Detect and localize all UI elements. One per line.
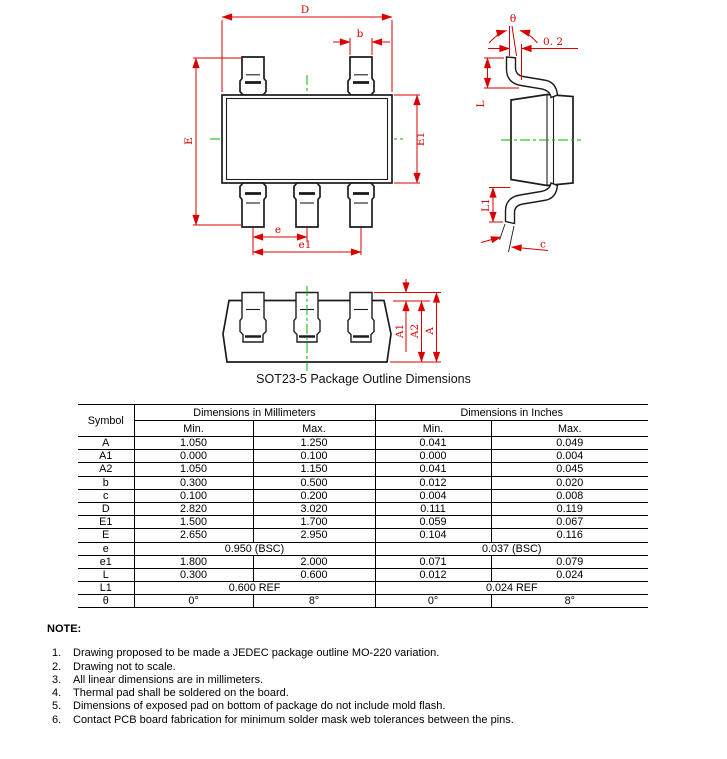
symbol-cell: E: [78, 529, 134, 542]
header-mm-min: Min.: [134, 421, 253, 437]
value-cell: 0.600: [253, 568, 375, 581]
symbol-cell: b: [78, 476, 134, 489]
value-cell: 0.045: [491, 463, 648, 476]
value-cell: 0.008: [491, 489, 648, 502]
value-cell: 0.000: [134, 450, 253, 463]
value-cell: 0.041: [375, 463, 491, 476]
value-cell: 0.300: [134, 476, 253, 489]
value-cell: 0.116: [491, 529, 648, 542]
extension-line: [512, 26, 517, 56]
top-pin-right: [348, 57, 374, 95]
symbol-cell: A1: [78, 450, 134, 463]
note-text: All linear dimensions are in millimeters.: [73, 673, 264, 686]
symbol-cell: c: [78, 489, 134, 502]
value-cell: 0.059: [375, 516, 491, 529]
symbol-cell: e: [78, 542, 134, 555]
value-cell: 1.500: [134, 516, 253, 529]
dim-label-A1: A1: [394, 323, 406, 339]
note-number: 3.: [52, 673, 62, 686]
drawing-caption: SOT23-5 Package Outline Dimensions: [256, 372, 471, 386]
note-item: [47, 674, 707, 687]
value-cell: 0.004: [491, 450, 648, 463]
note-number: 5.: [52, 700, 62, 713]
value-cell: 0.600 REF: [134, 582, 375, 595]
note-number: 6.: [52, 713, 62, 726]
dim-label-b: b: [356, 28, 364, 40]
value-cell: 0.020: [491, 476, 648, 489]
bottom-pin-2: [294, 183, 320, 227]
dim-label-c: c: [540, 238, 546, 251]
value-cell: 0°: [134, 595, 253, 608]
value-cell: 0.071: [375, 555, 491, 568]
value-cell: 0.024 REF: [375, 582, 648, 595]
dim-label-L1: L1: [480, 198, 492, 212]
value-cell: 0.111: [375, 502, 491, 515]
value-cell: 1.800: [134, 555, 253, 568]
dim-label-e: e: [274, 224, 282, 236]
value-cell: 1.250: [253, 437, 375, 450]
value-cell: 0.500: [253, 476, 375, 489]
note-text: Dimensions of exposed pad on bottom of package do not include mold flash.: [73, 700, 446, 713]
symbol-cell: E1: [78, 516, 134, 529]
dim-line-c-left: [481, 237, 501, 243]
table-row: [78, 463, 648, 476]
dimensions-table: [78, 404, 648, 608]
dim-label-L: L: [475, 100, 487, 108]
table-row: [78, 542, 648, 555]
symbol-cell: θ: [78, 595, 134, 608]
value-cell: 0.037 (BSC): [375, 542, 648, 555]
note-number: 4.: [52, 687, 62, 700]
dim-arc-theta-left: [489, 31, 507, 44]
lead-top: [507, 57, 558, 98]
table-row: [78, 516, 648, 529]
dim-label-D: D: [300, 4, 310, 16]
value-cell: 1.050: [134, 463, 253, 476]
table-row: [78, 489, 648, 502]
note-text: Drawing not to scale.: [73, 660, 176, 673]
value-cell: 0.041: [375, 437, 491, 450]
note-number: 2.: [52, 660, 62, 673]
note-item: [47, 700, 707, 713]
dim-arc-theta-right: [520, 31, 538, 44]
header-symbol: Symbol: [78, 405, 134, 437]
dimension-table-body: [78, 437, 648, 608]
symbol-cell: L: [78, 568, 134, 581]
value-cell: 0.950 (BSC): [134, 542, 375, 555]
bottom-pin-1: [240, 183, 266, 227]
table-row: [78, 476, 648, 489]
front-lead-3: [348, 293, 374, 343]
header-mm-max: Max.: [253, 421, 375, 437]
lead-tip-extension: [509, 226, 515, 252]
header-inch-group: Dimensions in Inches: [375, 405, 648, 421]
lead-bottom: [506, 183, 558, 224]
value-cell: 1.700: [253, 516, 375, 529]
note-text: Thermal pad shall be soldered on the board.: [73, 687, 289, 700]
front-view-drawing: [223, 279, 441, 371]
note-number: 1.: [52, 647, 62, 660]
dim-label-theta: θ: [509, 13, 517, 25]
value-cell: 0.049: [491, 437, 648, 450]
note-item: [47, 661, 707, 674]
symbol-cell: e1: [78, 555, 134, 568]
dim-label-E: E: [183, 137, 195, 145]
value-cell: 0°: [375, 595, 491, 608]
table-row: [78, 555, 648, 568]
value-cell: 0.024: [491, 568, 648, 581]
note-item: [47, 647, 707, 660]
value-cell: 0.067: [491, 516, 648, 529]
value-cell: 0.104: [375, 529, 491, 542]
value-cell: 0.079: [491, 555, 648, 568]
value-cell: 2.650: [134, 529, 253, 542]
dim-label-E1: E1: [415, 131, 427, 147]
dim-label-A2: A2: [409, 323, 421, 339]
notes-list: [47, 647, 707, 727]
value-cell: 0.012: [375, 476, 491, 489]
value-cell: 0.100: [253, 450, 375, 463]
value-cell: 3.020: [253, 502, 375, 515]
note-item: [47, 714, 707, 727]
value-cell: 8°: [253, 595, 375, 608]
header-mm-group: Dimensions in Millimeters: [134, 405, 375, 421]
table-row: [78, 595, 648, 608]
notes-heading: NOTE:: [47, 623, 82, 635]
table-row: [78, 450, 648, 463]
front-lead-1: [240, 293, 266, 343]
dim-label-e1: e1: [298, 239, 312, 251]
package-body-top-view: [222, 95, 392, 183]
symbol-cell: A2: [78, 463, 134, 476]
value-cell: 1.150: [253, 463, 375, 476]
side-view-drawing: [475, 13, 581, 252]
table-header-row-minmax: [78, 421, 648, 437]
value-cell: 8°: [491, 595, 648, 608]
notes-section: [47, 623, 707, 727]
value-cell: 0.100: [134, 489, 253, 502]
value-cell: 1.050: [134, 437, 253, 450]
table-row: [78, 568, 648, 581]
dim-label-gap: 0. 2: [542, 36, 564, 48]
symbol-cell: L1: [78, 582, 134, 595]
top-pin-left: [240, 57, 266, 95]
table-row: [78, 582, 648, 595]
value-cell: 0.004: [375, 489, 491, 502]
header-inch-min: Min.: [375, 421, 491, 437]
table-row: [78, 529, 648, 542]
symbol-cell: D: [78, 502, 134, 515]
value-cell: 0.300: [134, 568, 253, 581]
value-cell: 2.000: [253, 555, 375, 568]
table-header-row-groups: [78, 405, 648, 421]
note-text: Drawing proposed to be made a JEDEC package outline MO-220 variation.: [73, 647, 440, 660]
value-cell: 0.119: [491, 502, 648, 515]
symbol-cell: A: [78, 437, 134, 450]
value-cell: 2.820: [134, 502, 253, 515]
table-row: [78, 502, 648, 515]
bottom-pin-3: [348, 183, 374, 227]
dim-label-A: A: [424, 327, 436, 335]
header-inch-max: Max.: [491, 421, 648, 437]
value-cell: 2.950: [253, 529, 375, 542]
dimensions-table-wrapper: [78, 404, 648, 608]
top-view-drawing: [183, 4, 427, 255]
value-cell: 0.012: [375, 568, 491, 581]
value-cell: 0.000: [375, 450, 491, 463]
note-item: [47, 687, 707, 700]
table-row: [78, 437, 648, 450]
note-text: Contact PCB board fabrication for minimum solder mask web tolerances between the pins.: [73, 713, 514, 726]
value-cell: 0.200: [253, 489, 375, 502]
